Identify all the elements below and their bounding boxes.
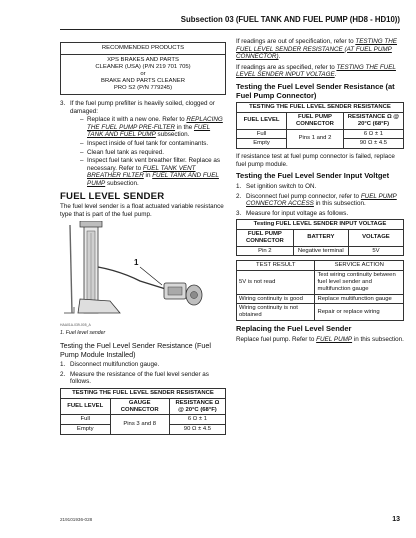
sender-resistance-table-gauge <box>60 388 226 435</box>
voltage-step-3: 3. Measure for input voltage as follows. <box>236 209 349 217</box>
sender-resistance-table-pump <box>236 102 404 149</box>
link-replacing-prefilter[interactable]: REPLACING THE FUEL PUMP PRE-FILTER <box>87 116 223 131</box>
page-header-title: Subsection 03 (FUEL TANK AND FUEL PUMP (HD8 - HD10)) <box>180 15 400 24</box>
t3-r3-action: Repair or replace wiring <box>315 304 404 321</box>
prefilter-substeps <box>80 116 226 187</box>
recommended-products-title: RECOMMENDED PRODUCTS <box>61 43 226 55</box>
test-installed-steps <box>60 361 226 386</box>
col-resistance: RESISTANCE Ω @ 20°C (68°F) <box>169 398 225 415</box>
t1-col-pump-connector: FUEL PUMP CONNECTOR <box>287 112 344 129</box>
cell-full-resistance: 6 Ω ± 1 <box>169 415 225 425</box>
link-fuel-pump[interactable]: FUEL PUMP <box>316 335 353 343</box>
t2-col-battery: BATTERY <box>293 230 348 247</box>
right-column <box>236 38 404 346</box>
prefilter-steps <box>60 100 226 188</box>
t1-cell-full-resistance: 6 Ω ± 1 <box>343 129 403 139</box>
substep-inspect-vent-filter: – Inspect fuel tank vent breather filter. Replace as necessary. Refer to FUEL TANK VENT BREATHER FILTER in FUEL TANK AND FUEL PUMP subsection. <box>80 157 226 187</box>
t1-col-fuel-level: FUEL LEVEL <box>237 112 287 129</box>
link-test-at-pump-connector[interactable]: TESTING THE FUEL LEVEL SENDER RESISTANCE (AT FUEL PUMP CONNECTOR) <box>236 38 397 61</box>
voltage-steps <box>236 183 404 217</box>
section-title: FUEL LEVEL SENDER <box>60 190 165 202</box>
para-replace-pump: Replace fuel pump. Refer to FUEL PUMP in this subsection. <box>236 335 404 343</box>
t1-cell-empty: Empty <box>237 139 287 149</box>
table2-title: Testing FUEL LEVEL SENDER INPUT VOLTAGE <box>237 220 404 230</box>
header-rule <box>60 29 400 30</box>
t2-col-voltage: VOLTAGE <box>348 230 403 247</box>
para-as-specified: If readings are as specified, refer to TESTING THE FUEL LEVEL SENDER INPUT VOLTAGE. <box>236 63 396 79</box>
section-intro: The fuel level sender is a float actuated variable resistance type that is part of the fuel pump. <box>60 203 224 218</box>
t3-r3-result: Wiring continuity is not obtained <box>237 304 315 321</box>
heading-replace-sender: Replacing the Fuel Level Sender <box>236 324 352 334</box>
link-vent-breather-filter[interactable]: FUEL TANK VENT BREATHER FILTER <box>87 164 196 180</box>
fuel-level-sender-illustration <box>60 221 226 321</box>
fuel-level-sender-figure <box>60 221 226 337</box>
left-column <box>60 42 226 435</box>
cell-pins: Pins 3 and 8 <box>110 415 169 435</box>
t3-col-action: SERVICE ACTION <box>315 261 404 271</box>
col-fuel-level: FUEL LEVEL <box>61 398 111 415</box>
t3-r2-action: Replace multifunction gauge <box>315 294 404 304</box>
t3-col-result: TEST RESULT <box>237 261 315 271</box>
heading-test-installed: Testing the Fuel Level Sender Resistance (Fuel Pump Module Installed) <box>60 341 212 359</box>
test-step-2: 2. Measure the resistance of the fuel level sender as follows. <box>60 370 209 386</box>
substep-clean-tank: – Clean fuel tank as required. <box>80 149 226 157</box>
t2-col-pump-connector: FUEL PUMP CONNECTOR <box>237 230 294 247</box>
para-out-of-spec: If readings are out of specification, refer to TESTING THE FUEL LEVEL SENDER RESISTANCE (AT FUEL PUMP CONNECTOR). <box>236 38 397 61</box>
recommended-products-table <box>60 42 226 95</box>
para-replace-module: If resistance test at fuel pump connector is failed, replace fuel pump module. <box>236 153 395 168</box>
t2-cell-pin: Pin 2 <box>237 246 294 256</box>
figure-caption: 1. Fuel level sender <box>60 329 106 336</box>
recommended-products-body: XPS BRAKES AND PARTS CLEANER (USA) (P/N 219 701 705) or BRAKE AND PARTS CLEANER PRO S2 (P/N 779245) <box>61 55 226 95</box>
col-gauge-connector: GAUGE CONNECTOR <box>110 398 169 415</box>
footer-code: 219101936-028 <box>60 517 93 522</box>
link-pump-connector-access[interactable]: FUEL PUMP CONNECTOR ACCESS <box>246 192 397 208</box>
figure-code: HAA01A-039-005_A <box>60 322 91 327</box>
substep-inspect-tank: – Inspect inside of fuel tank for contaminants. <box>80 140 226 148</box>
t2-cell-voltage: 5V <box>348 246 403 256</box>
test-step-1: 1. Disconnect multifunction gauge. <box>60 361 160 369</box>
t1-cell-pins: Pins 1 and 2 <box>287 129 344 149</box>
step-3: 3. If the fuel pump prefilter is heavily soiled, clogged or damaged: – Replace it with a new one. Refer to REPLACING THE FUEL PUMP PRE-FILTER in the FUEL TANK AND FUEL PUMP subsection. – Inspect inside of fuel tank for contaminants. – Clean fuel tank as required. – Inspect fuel tank vent breather filter. Replace as necessary. Refer to FUEL TANK VENT BREATHER FILTER in FUEL TANK AND FUEL PUMP subsection. <box>60 100 226 188</box>
t3-r1-result: 5V is not read <box>237 271 315 294</box>
test-result-table <box>236 260 404 321</box>
t3-r1-action: Test wiring continuity between fuel level sender and multifunction gauge <box>315 271 404 294</box>
heading-test-at-connector: Testing the Fuel Level Sender Resistance (at Fuel Pump Connector) <box>236 81 395 100</box>
t3-r2-result: Wiring continuity is good <box>237 294 315 304</box>
table-title: TESTING THE FUEL LEVEL SENDER RESISTANCE <box>61 388 226 398</box>
heading-input-voltage: Testing the Fuel Level Sender Input Voltget <box>236 171 390 181</box>
cell-full: Full <box>61 415 111 425</box>
voltage-step-2: 2. Disconnect fuel pump connector, refer to FUEL PUMP CONNECTOR ACCESS in this subsection. <box>236 192 397 208</box>
link-fuel-tank-and-pump-2[interactable]: FUEL TANK AND FUEL PUMP <box>87 172 219 187</box>
t1-cell-full: Full <box>237 129 287 139</box>
t1-cell-empty-resistance: 90 Ω ± 4.5 <box>343 139 403 149</box>
callout-1: 1 <box>134 258 139 268</box>
substep-replace-prefilter: – Replace it with a new one. Refer to REPLACING THE FUEL PUMP PRE-FILTER in the FUEL TANK AND FUEL PUMP subsection. <box>80 116 226 139</box>
cell-empty: Empty <box>61 425 111 435</box>
page-number: 13 <box>392 516 400 523</box>
cell-empty-resistance: 90 Ω ± 4.5 <box>169 425 225 435</box>
t1-col-resistance: RESISTANCE Ω @ 20°C (68°F) <box>343 112 403 129</box>
t2-cell-battery: Negative terminal <box>293 246 348 256</box>
link-fuel-tank-and-pump[interactable]: FUEL TANK AND FUEL PUMP <box>87 123 211 139</box>
link-test-input-voltage[interactable]: TESTING THE FUEL LEVEL SENDER INPUT VOLTAGE <box>236 63 396 79</box>
voltage-step-1: 1. Set ignition switch to ON. <box>236 182 317 190</box>
table1-title: TESTING THE FUEL LEVEL SENDER RESISTANCE <box>237 103 404 113</box>
input-voltage-table <box>236 219 404 256</box>
